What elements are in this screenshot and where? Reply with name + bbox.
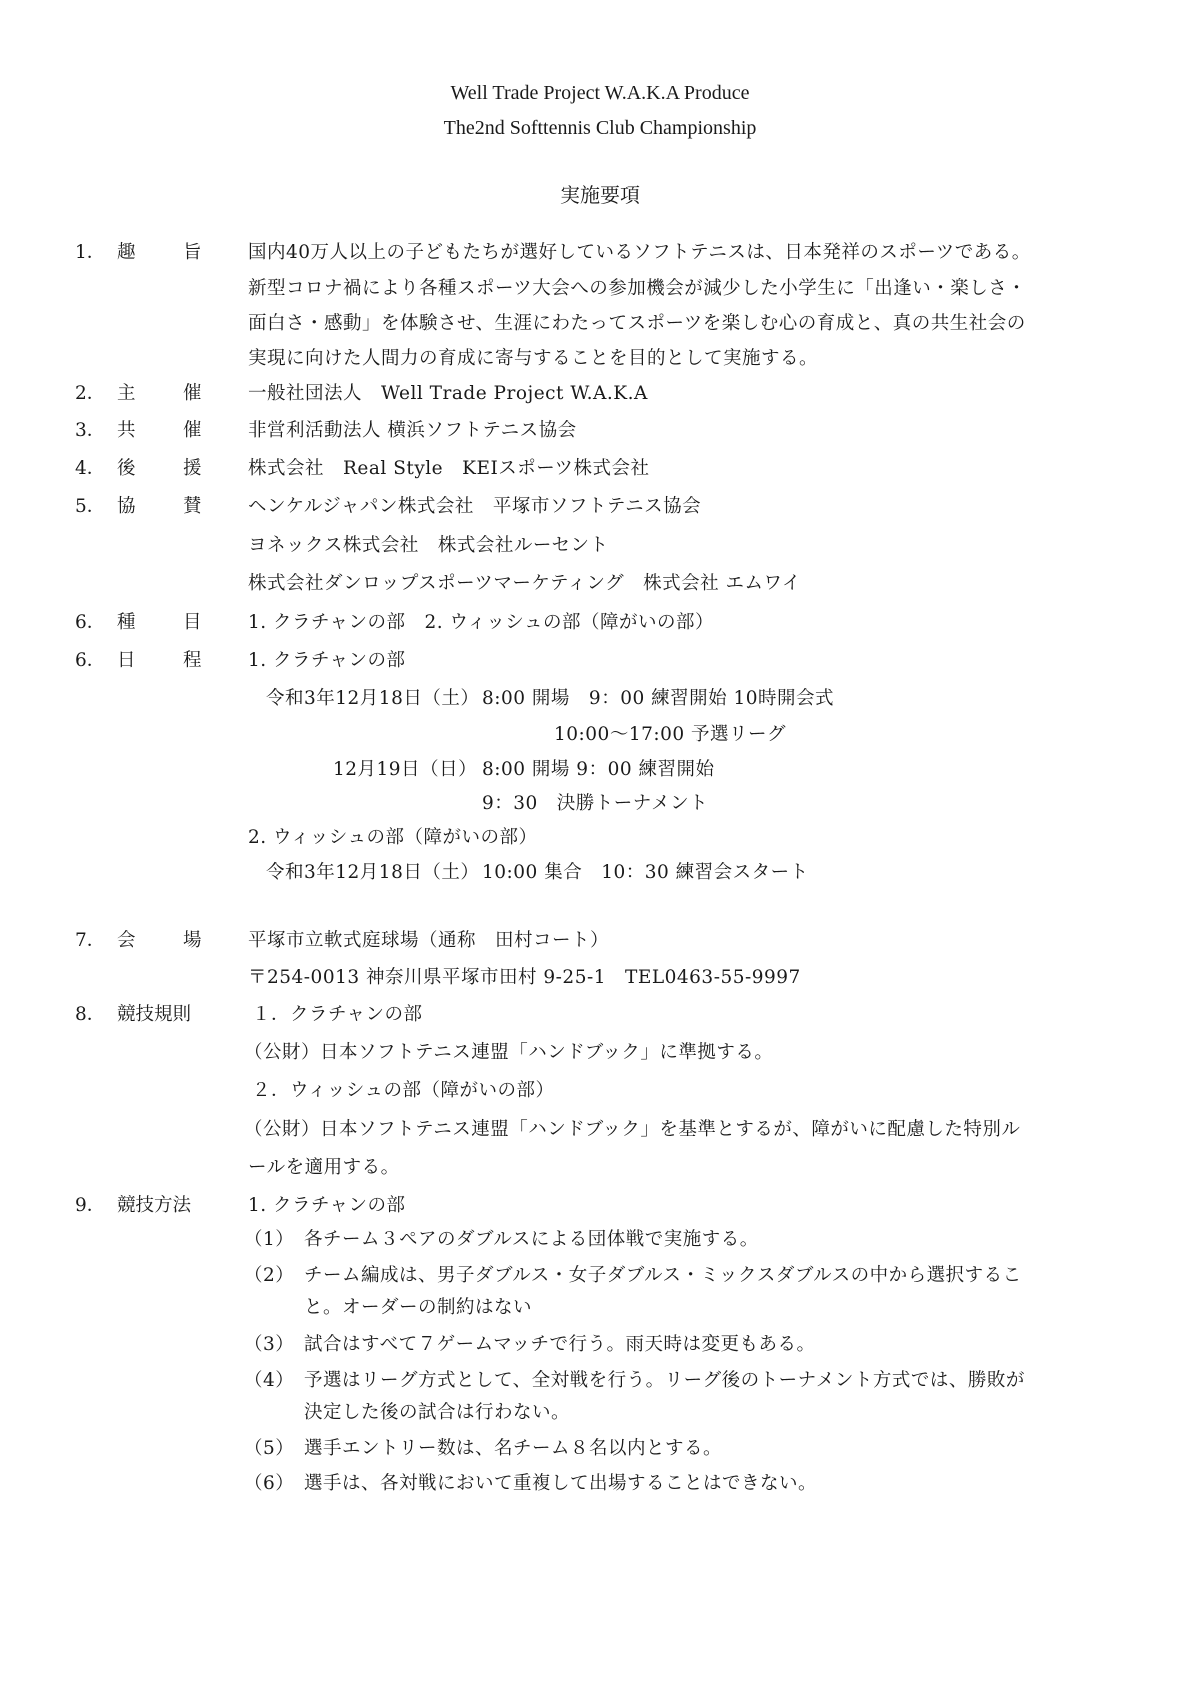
- schedule-time: 9：30 決勝トーナメント: [482, 793, 709, 814]
- format-item-text: 試合はすべて７ゲームマッチで行う。雨天時は変更もある。: [304, 1334, 816, 1355]
- section-label: 競技方法: [117, 1195, 192, 1216]
- format-item-mark: （5）: [244, 1438, 295, 1459]
- section-label: 目: [183, 612, 202, 633]
- section-label: 催: [183, 420, 202, 441]
- format-item-text: チーム編成は、男子ダブルス・女子ダブルス・ミックスダブルスの中から選択するこ: [304, 1265, 1022, 1286]
- format-heading: 1. クラチャンの部: [248, 1195, 406, 1216]
- schedule-heading-clubchamp: 1. クラチャンの部: [248, 650, 406, 671]
- schedule-time: 8:00 開場 9：00 練習開始: [482, 759, 715, 780]
- section-label: 援: [183, 458, 202, 479]
- section-label: 催: [183, 383, 202, 404]
- schedule-date: 12月19日（日）: [333, 759, 478, 780]
- sponsor-line: ヨネックス株式会社 株式会社ルーセント: [248, 535, 609, 556]
- section-label: 程: [183, 650, 202, 671]
- support-value: 株式会社 Real Style KEIスポーツ株式会社: [248, 458, 650, 479]
- purpose-line: 実現に向けた人間力の育成に寄与することを目的として実施する。: [248, 348, 819, 369]
- section-label: 種: [117, 612, 136, 633]
- section-label: 賛: [183, 496, 202, 517]
- sponsor-line: 株式会社ダンロップスポーツマーケティング 株式会社 エムワイ: [248, 573, 801, 594]
- section-label: 日: [117, 650, 136, 671]
- section-number: 6．: [75, 612, 106, 633]
- schedule-time: 8:00 開場 9：00 練習開始 10時開会式: [482, 688, 835, 709]
- format-item-text: 選手は、各対戦において重複して出場することはできない。: [304, 1473, 818, 1494]
- format-item-mark: （1）: [244, 1229, 295, 1250]
- format-item-mark: （3）: [244, 1334, 295, 1355]
- purpose-line: 面白さ・感動」を体験させ、生涯にわたってスポーツを楽しむ心の育成と、真の共生社会の: [248, 313, 1026, 334]
- format-item-mark: （4）: [244, 1370, 295, 1391]
- venue-address: 〒254-0013 神奈川県平塚市田村 9-25-1 TEL0463-55-9997: [248, 967, 801, 988]
- header-event-title: The2nd Softtennis Club Championship: [443, 117, 757, 139]
- section-number: 3．: [75, 420, 106, 441]
- section-number: 2．: [75, 383, 106, 404]
- co-organizer-value: 非営利活動法人 横浜ソフトテニス協会: [248, 420, 577, 441]
- section-label: 共: [117, 420, 136, 441]
- section-label: 場: [183, 930, 202, 951]
- organizer-value: 一般社団法人 Well Trade Project W.A.K.A: [248, 383, 648, 404]
- rules-line: ２．ウィッシュの部（障がいの部）: [252, 1080, 555, 1101]
- purpose-line: 新型コロナ禍により各種スポーツ大会への参加機会が減少した小学生に「出逢い・楽しさ・: [248, 278, 1027, 299]
- rules-line: （公財）日本ソフトテニス連盟「ハンドブック」に準拠する。: [244, 1042, 774, 1063]
- venue-name: 平塚市立軟式庭球場（通称 田村コート）: [248, 930, 610, 951]
- section-label: 会: [117, 930, 136, 951]
- sponsor-line: ヘンケルジャパン株式会社 平塚市ソフトテニス協会: [248, 496, 702, 517]
- section-number: 1．: [75, 242, 106, 263]
- format-item-mark: （2）: [244, 1265, 295, 1286]
- document-title: 実施要項: [560, 185, 640, 207]
- section-number: 6．: [75, 650, 106, 671]
- header-organizer-line: Well Trade Project W.A.K.A Produce: [450, 82, 750, 104]
- section-number: 8．: [75, 1004, 106, 1025]
- rules-line: ールを適用する。: [248, 1157, 400, 1178]
- schedule-date: 令和3年12月18日（土）: [266, 862, 480, 883]
- section-number: 7．: [75, 930, 106, 951]
- format-item-mark: （6）: [244, 1473, 295, 1494]
- rules-line: １．クラチャンの部: [252, 1004, 423, 1025]
- schedule-time: 10:00〜17:00 予選リーグ: [554, 724, 787, 745]
- schedule-time: 10:00 集合 10：30 練習会スタート: [482, 862, 809, 883]
- section-number: 9．: [75, 1195, 106, 1216]
- section-label: 競技規則: [117, 1004, 192, 1025]
- format-item-text: 各チーム３ペアのダブルスによる団体戦で実施する。: [304, 1229, 759, 1250]
- format-item-text-cont: 決定した後の試合は行わない。: [304, 1402, 571, 1423]
- schedule-heading-wish: 2. ウィッシュの部（障がいの部）: [248, 827, 538, 848]
- section-label: 旨: [183, 242, 202, 263]
- schedule-date: 令和3年12月18日（土）: [266, 688, 480, 709]
- format-item-text-cont: と。オーダーの制約はない: [304, 1297, 533, 1318]
- format-item-text: 選手エントリー数は、名チーム８名以内とする。: [304, 1438, 723, 1459]
- section-label: 後: [117, 458, 136, 479]
- purpose-line: 国内40万人以上の子どもたちが選好しているソフトテニスは、日本発祥のスポーツである。: [248, 242, 1031, 263]
- section-number: 4．: [75, 458, 106, 479]
- section-label: 趣: [117, 242, 136, 263]
- format-item-text: 予選はリーグ方式として、全対戦を行う。リーグ後のトーナメント方式では、勝敗が: [304, 1370, 1025, 1391]
- section-label: 主: [117, 383, 136, 404]
- section-number: 5．: [75, 496, 106, 517]
- section-label: 協: [117, 496, 136, 517]
- rules-line: （公財）日本ソフトテニス連盟「ハンドブック」を基準とするが、障がいに配慮した特別ル: [244, 1119, 1021, 1140]
- events-value: 1. クラチャンの部 2. ウィッシュの部（障がいの部）: [248, 612, 715, 633]
